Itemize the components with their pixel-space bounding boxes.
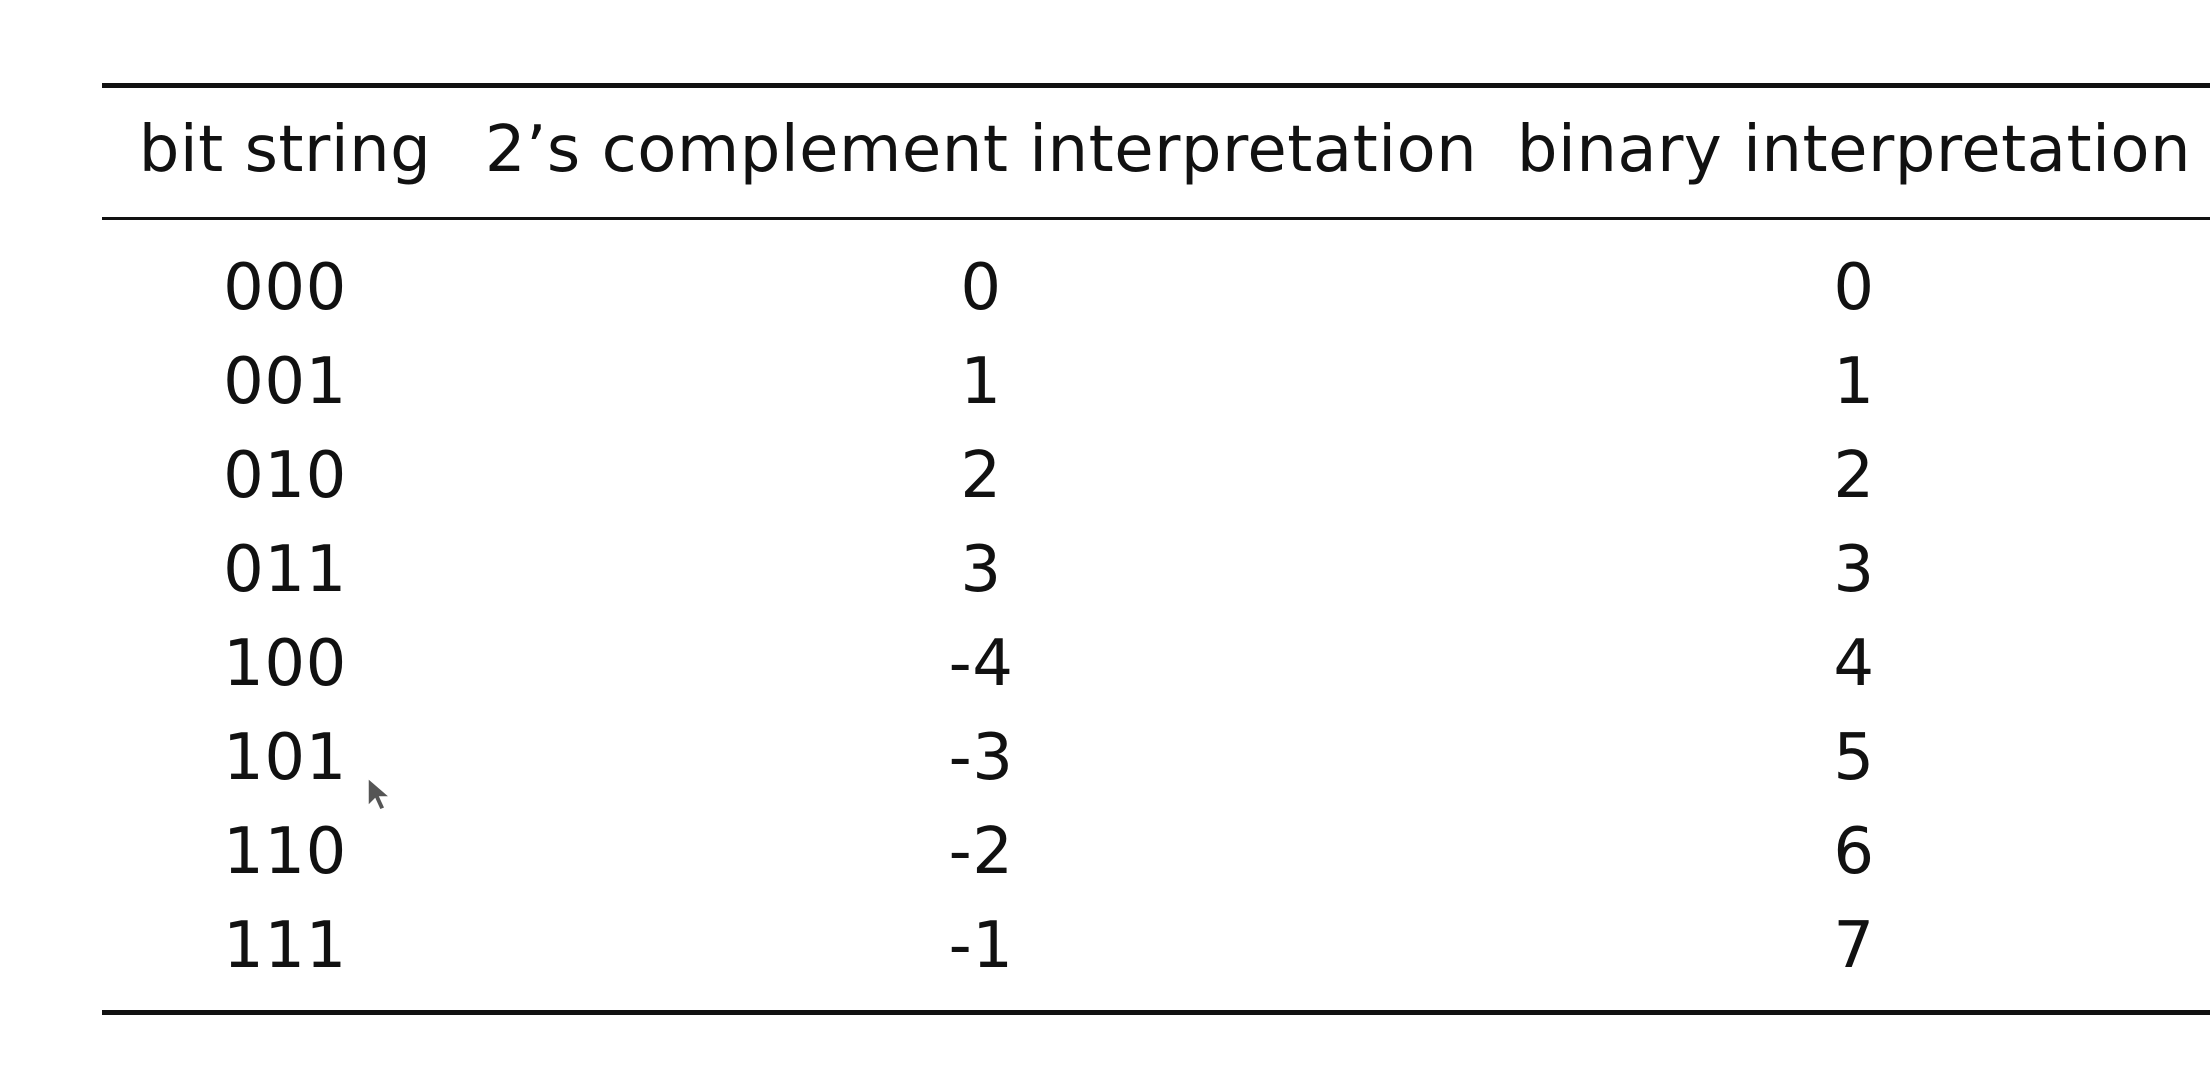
bit-string-cell: 110 <box>223 815 347 889</box>
table-row <box>0 533 2210 632</box>
table-row <box>0 251 2210 350</box>
twos-complement-cell: -1 <box>948 909 1014 983</box>
binary-cell: 2 <box>1833 439 1875 513</box>
twos-complement-cell: 0 <box>960 251 1002 325</box>
table-header-rule <box>102 217 2210 220</box>
header-binary-interpretation: binary interpretation <box>1516 113 2192 187</box>
binary-cell: 0 <box>1833 251 1875 325</box>
twos-complement-cell: 3 <box>960 533 1002 607</box>
twos-complement-cell: -3 <box>948 721 1014 795</box>
binary-cell: 7 <box>1833 909 1875 983</box>
mouse-pointer-icon <box>366 776 392 812</box>
table-row <box>0 439 2210 538</box>
bit-string-cell: 010 <box>223 439 347 513</box>
cropped-text-fragment <box>102 1076 2210 1088</box>
bit-string-cell: 100 <box>223 627 347 701</box>
bit-string-cell: 111 <box>223 909 347 983</box>
table-row <box>0 909 2210 1008</box>
table-top-rule <box>102 83 2210 88</box>
table-row <box>0 815 2210 914</box>
binary-cell: 4 <box>1833 627 1875 701</box>
bit-string-cell: 001 <box>223 345 347 419</box>
binary-cell: 1 <box>1833 345 1875 419</box>
twos-complement-cell: 1 <box>960 345 1002 419</box>
header-twos-complement: 2’s complement interpretation <box>484 113 1478 187</box>
table-row <box>0 627 2210 726</box>
header-bit-string: bit string <box>138 113 432 187</box>
table-bottom-rule <box>102 1010 2210 1015</box>
binary-cell: 6 <box>1833 815 1875 889</box>
binary-cell: 5 <box>1833 721 1875 795</box>
binary-cell: 3 <box>1833 533 1875 607</box>
table-row <box>0 721 2210 820</box>
table-row <box>0 345 2210 444</box>
twos-complement-cell: 2 <box>960 439 1002 513</box>
bit-string-cell: 000 <box>223 251 347 325</box>
twos-complement-cell: -4 <box>948 627 1014 701</box>
twos-complement-cell: -2 <box>948 815 1014 889</box>
bit-string-cell: 101 <box>223 721 347 795</box>
bit-string-cell: 011 <box>223 533 347 607</box>
